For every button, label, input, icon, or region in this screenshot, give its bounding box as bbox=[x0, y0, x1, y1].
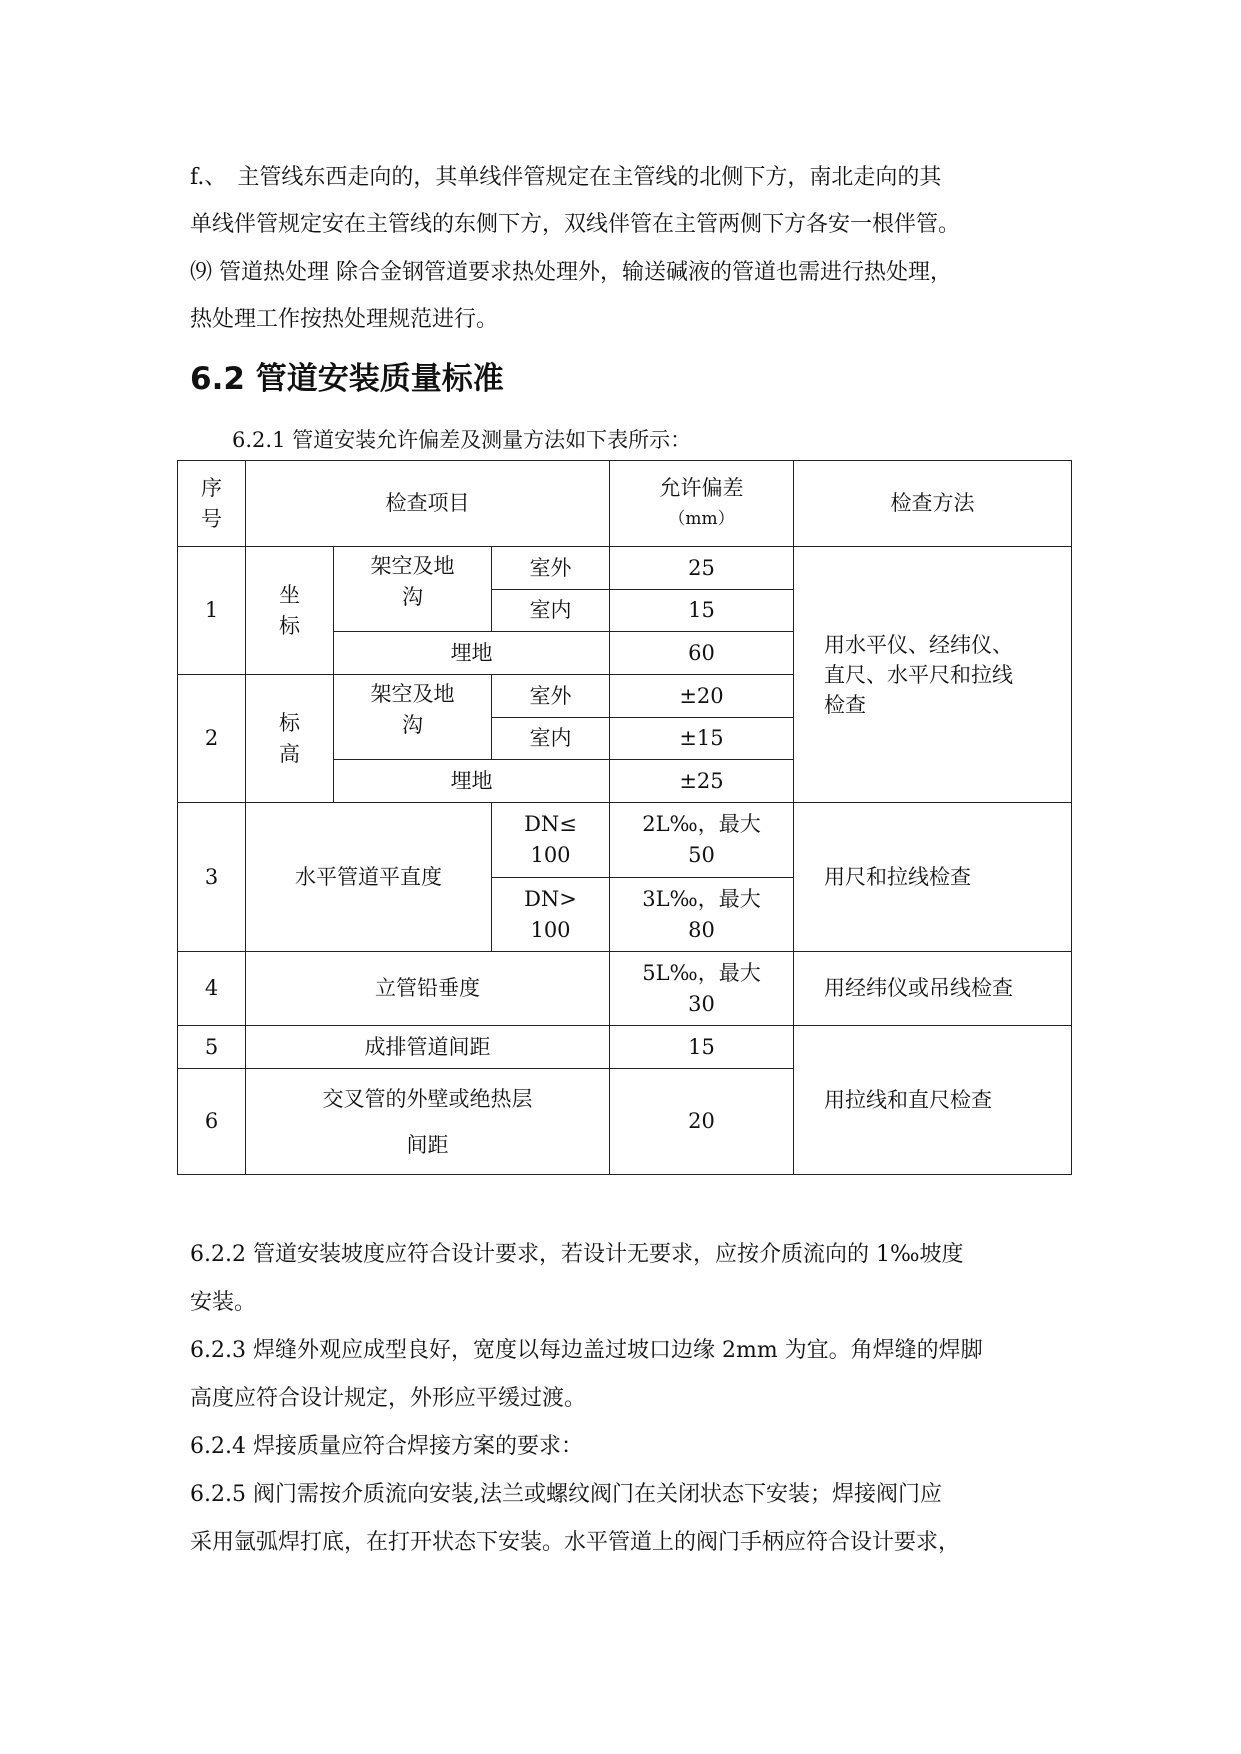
paragraph-line: 单线伴管规定安在主管线的东侧下方，双线伴管在主管两侧下方各安一根伴管。 bbox=[190, 212, 961, 237]
table-row bbox=[178, 803, 1072, 878]
table-row bbox=[178, 547, 1072, 590]
paragraph-line: 6.2.4 焊接质量应符合焊接方案的要求： bbox=[190, 1434, 583, 1459]
paragraph-line: 安装。 bbox=[190, 1290, 257, 1315]
cell-location: 室外 bbox=[492, 675, 610, 718]
table-intro: 6.2.1 管道安装允许偏差及测量方法如下表所示： bbox=[232, 428, 692, 452]
row-seq: 6 bbox=[178, 1069, 246, 1175]
cell-value: ±25 bbox=[610, 760, 794, 803]
row-item: 水平管道平直度 bbox=[246, 803, 492, 952]
cell-location: 室内 bbox=[492, 718, 610, 760]
row-seq: 3 bbox=[178, 803, 246, 952]
cell-value: 25 bbox=[610, 547, 794, 590]
row-group: 标 高 bbox=[246, 675, 334, 803]
cell-location: 埋地 bbox=[334, 632, 610, 675]
paragraph-line: 高度应符合设计规定，外形应平缓过渡。 bbox=[190, 1386, 587, 1411]
cell-location: 室内 bbox=[492, 590, 610, 632]
row-item: 交叉管的外壁或绝热层 间距 bbox=[246, 1069, 610, 1175]
cell-value: 15 bbox=[610, 590, 794, 632]
method-level-theodolite: 用水平仪、经纬仪、 直尺、水平尺和拉线 检查 bbox=[794, 547, 1072, 803]
paragraph-line: 6.2.5 阀门需按介质流向安装,法兰或螺纹阀门在关闭状态下安装；焊接阀门应 bbox=[190, 1482, 942, 1507]
row-subgroup: 架空及地 沟 bbox=[334, 675, 492, 760]
paragraph-line: f.、 主管线东西走向的，其单线伴管规定在主管线的北侧下方，南北走向的其 bbox=[190, 165, 942, 190]
cell-value: 20 bbox=[610, 1069, 794, 1175]
cell-value: 5L‰，最大 30 bbox=[610, 952, 794, 1026]
table-row bbox=[178, 952, 1072, 1026]
method-line-ruler: 用拉线和直尺检查 bbox=[794, 1026, 1072, 1175]
cell-condition: DN> 100 bbox=[492, 878, 610, 952]
table-row bbox=[178, 1026, 1072, 1069]
paragraph-line: 热处理工作按热处理规范进行。 bbox=[190, 307, 499, 332]
row-seq: 2 bbox=[178, 675, 246, 803]
tolerance-table bbox=[177, 460, 1072, 1175]
row-item: 立管铅垂度 bbox=[246, 952, 610, 1026]
method-ruler-line: 用尺和拉线检查 bbox=[794, 803, 1072, 952]
row-seq: 1 bbox=[178, 547, 246, 675]
paragraph-line: 6.2.3 焊缝外观应成型良好，宽度以每边盖过坡口边缘 2mm 为宜。角焊缝的焊脚 bbox=[190, 1338, 983, 1363]
section-heading: 6.2 管道安装质量标准 bbox=[190, 361, 504, 397]
cell-location: 埋地 bbox=[334, 760, 610, 803]
cell-value: 60 bbox=[610, 632, 794, 675]
row-group: 坐 标 bbox=[246, 547, 334, 675]
cell-value: ±20 bbox=[610, 675, 794, 718]
table-header-row bbox=[178, 461, 1072, 547]
paragraph-line: 6.2.2 管道安装坡度应符合设计要求，若设计无要求，应按介质流向的 1‰坡度 bbox=[190, 1242, 964, 1267]
row-seq: 4 bbox=[178, 952, 246, 1026]
paragraph-line: 采用氩弧焊打底，在打开状态下安装。水平管道上的阀门手柄应符合设计要求， bbox=[190, 1530, 961, 1555]
method-theodolite-plumb: 用经纬仪或吊线检查 bbox=[794, 952, 1072, 1026]
row-seq: 5 bbox=[178, 1026, 246, 1069]
row-item: 成排管道间距 bbox=[246, 1026, 610, 1069]
cell-condition: DN≤ 100 bbox=[492, 803, 610, 878]
header-item: 检查项目 bbox=[246, 461, 610, 547]
cell-value: ±15 bbox=[610, 718, 794, 760]
cell-value: 2L‰，最大 50 bbox=[610, 803, 794, 878]
cell-location: 室外 bbox=[492, 547, 610, 590]
cell-value: 15 bbox=[610, 1026, 794, 1069]
header-tolerance: 允许偏差 （mm） bbox=[610, 461, 794, 547]
paragraph-line: ⑼ 管道热处理 除合金钢管道要求热处理外，输送碱液的管道也需进行热处理， bbox=[190, 260, 952, 285]
row-subgroup: 架空及地 沟 bbox=[334, 547, 492, 632]
header-seq: 序 号 bbox=[178, 461, 246, 547]
header-method: 检查方法 bbox=[794, 461, 1072, 547]
cell-value: 3L‰，最大 80 bbox=[610, 878, 794, 952]
